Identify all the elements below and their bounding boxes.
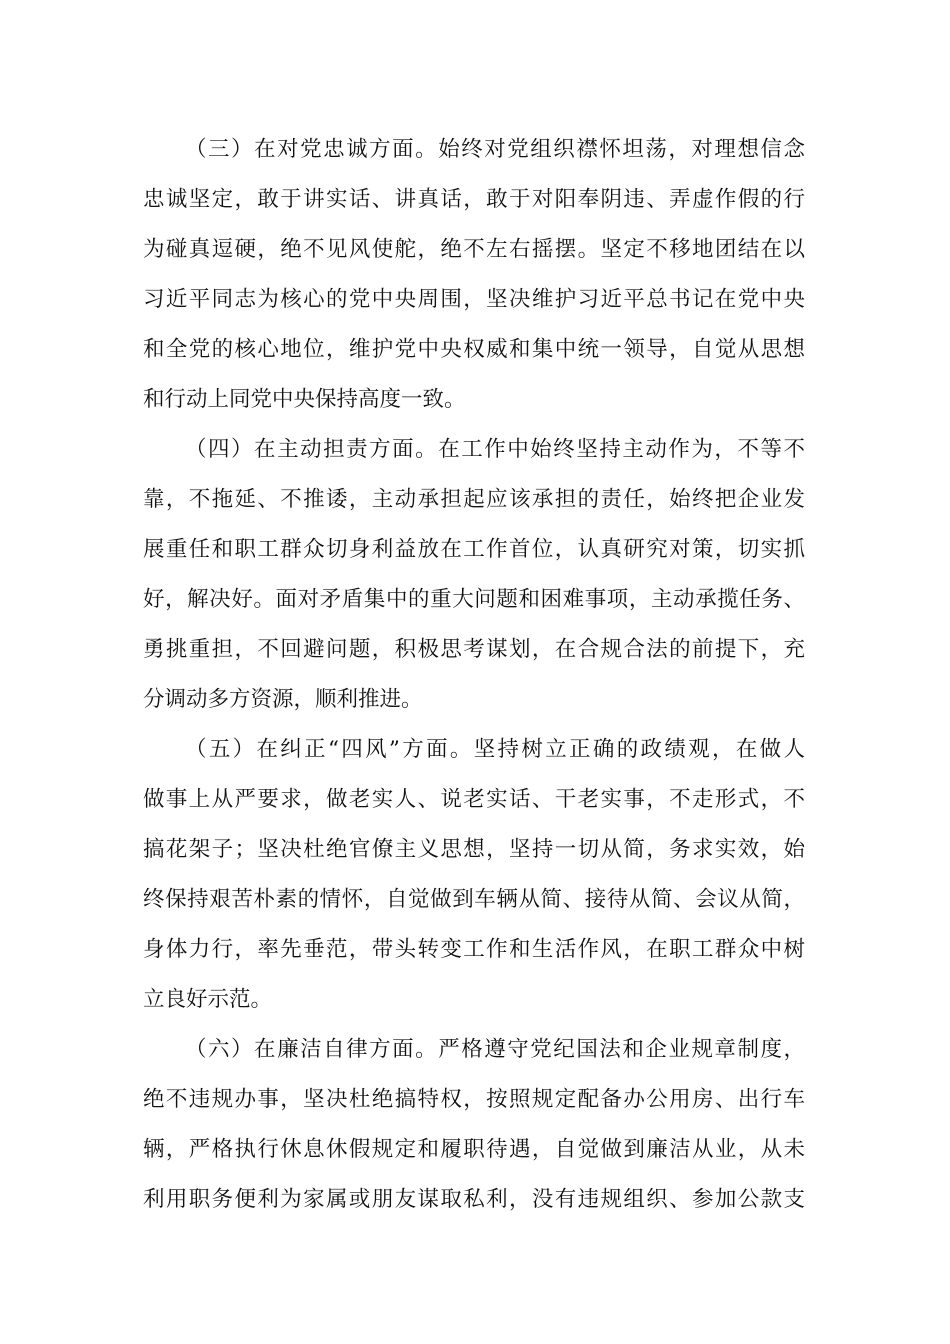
text-line: 和行动上同党中央保持高度一致。 xyxy=(143,387,466,412)
text-line: 为碰真逗硬，绝不见风使舵，绝不左右摇摆。坚定不移地团结在以 xyxy=(143,237,805,262)
text-line: 好，解决好。面对矛盾集中的重大问题和困难事项，主动承揽任务、 xyxy=(143,587,805,612)
text-line: （六）在廉洁自律方面。严格遵守党纪国法和企业规章制度， xyxy=(185,1037,805,1062)
text-line: 忠诚坚定，敢于讲实话、讲真话，敢于对阳奉阴违、弄虚作假的行 xyxy=(143,187,805,212)
text-line: 展重任和职工群众切身利益放在工作首位，认真研究对策，切实抓 xyxy=(143,537,805,562)
paragraph xyxy=(143,1025,805,1225)
text-line: （三）在对党忠诚方面。始终对党组织襟怀坦荡，对理想信念 xyxy=(185,137,805,162)
text-line: 靠，不拖延、不推诿，主动承担起应该承担的责任，始终把企业发 xyxy=(143,487,805,512)
text-line: 辆，严格执行休息休假规定和履职待遇，自觉做到廉洁从业，从未 xyxy=(143,1137,805,1162)
text-line: 立良好示范。 xyxy=(143,987,273,1012)
text-line: 搞花架子；坚决杜绝官僚主义思想，坚持一切从简，务求实效，始 xyxy=(143,837,805,862)
text-line: 习近平同志为核心的党中央周围，坚决维护习近平总书记在党中央 xyxy=(143,287,805,312)
paragraph xyxy=(143,425,805,725)
text-line: 终保持艰苦朴素的情怀，自觉做到车辆从简、接待从简、会议从简， xyxy=(143,887,805,912)
text-line: 利用职务便利为家属或朋友谋取私利，没有违规组织、参加公款支 xyxy=(143,1187,805,1212)
text-line: （五）在纠正“四风”方面。坚持树立正确的政绩观，在做人 xyxy=(185,737,805,762)
text-line: 身体力行，率先垂范，带头转变工作和生活作风，在职工群众中树 xyxy=(143,937,805,962)
text-line: 勇挑重担，不回避问题，积极思考谋划，在合规合法的前提下，充 xyxy=(143,637,805,662)
paragraph xyxy=(143,725,805,1025)
text-line: （四）在主动担责方面。在工作中始终坚持主动作为，不等不 xyxy=(185,437,805,462)
text-line: 和全党的核心地位，维护党中央权威和集中统一领导，自觉从思想 xyxy=(143,337,805,362)
text-line: 做事上从严要求，做老实人、说老实话、干老实事，不走形式，不 xyxy=(143,787,805,812)
text-line: 分调动多方资源，顺利推进。 xyxy=(143,687,423,712)
text-line: 绝不违规办事，坚决杜绝搞特权，按照规定配备办公用房、出行车 xyxy=(143,1087,805,1112)
document-body xyxy=(143,125,805,1225)
paragraph xyxy=(143,125,805,425)
